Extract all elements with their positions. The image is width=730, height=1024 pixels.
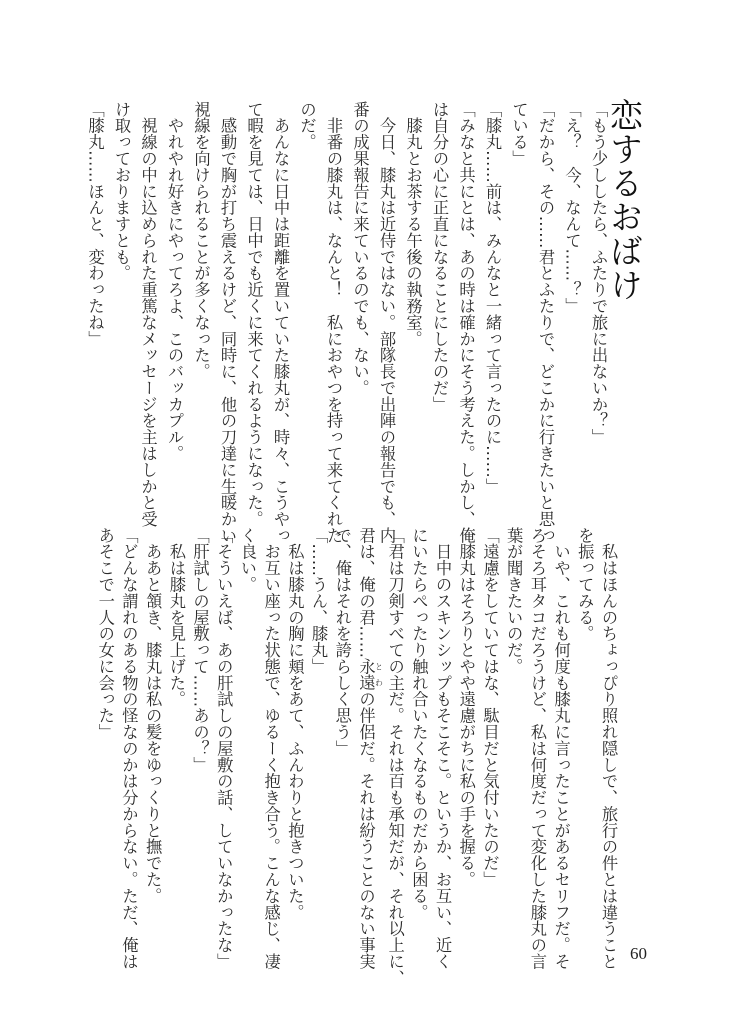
text-line: 「……うん、膝丸」 xyxy=(309,527,329,675)
text-line: で、俺はそれを誇らしく思う」 xyxy=(332,527,352,757)
text-line: 「肝試しの屋敷って……あの？」 xyxy=(190,527,210,773)
text-line: 「みなと共にとは、あの時は確かにそう考えた。しかし、俺 xyxy=(456,101,476,544)
text-line: あそこで一人の女に会った」 xyxy=(95,527,115,741)
text-line: いや、これも何度も膝丸に言ったことがあるセリフだ。そ xyxy=(551,527,571,970)
text-line: 日中のスキンシップもそこそこ。というか、お互い、近く xyxy=(433,527,453,970)
text-line: て暇を見ては、日中でも近くに来てくれるようになった。 xyxy=(244,101,264,528)
text-line: 番の成果報告に来ているのでも、ない。 xyxy=(350,101,370,397)
page-number: 60 xyxy=(630,944,647,963)
text-line: 「遠慮をしていてはな、駄目だと気付いたのだ」 xyxy=(480,527,500,888)
text-line: 「どんな謂れのある物の怪なのかは分からない。ただ、俺は xyxy=(119,527,139,970)
text-line: にいたらぺったり触れ合いたくなるものだから困る。 xyxy=(409,527,429,921)
chapter-title: 恋するおばけ xyxy=(605,98,644,302)
text-line: 私は膝丸の胸に頬をあて、ふんわりと抱きついた。 xyxy=(285,527,305,921)
text-line: 非番の膝丸は、なんと！ 私におやつを持って来てくれた xyxy=(324,101,343,544)
text-line: は自分の心に正直になることにしたのだ」 xyxy=(430,101,449,413)
text-line: 「膝丸……ほんと、変わったね」 xyxy=(85,101,105,347)
text-line: 感動で胸が打ち震えるけど、同時に、他の刀達に生暖かい xyxy=(218,101,237,544)
text-line: のだ。 xyxy=(297,101,317,151)
text-line xyxy=(354,527,384,970)
text-line: ろそろ耳タコだろうけど、私は何度だって変化した膝丸の言 xyxy=(527,527,547,970)
text-line: 「膝丸……前は、みんなと一緒って言ったのに……」 xyxy=(483,101,502,495)
text-line: 膝丸はそろりとやや遠慮がちに私の手を握る。 xyxy=(456,527,476,888)
text-line: 「もう少ししたら、ふたりで旅に出ないか？」 xyxy=(589,101,608,446)
text-segment: の伴侶だ。それは紛うことのない事実 xyxy=(356,690,376,970)
text-line: 「君は刀剣すべての主だ。それは百も承知だが、それ以上に、 xyxy=(385,527,405,986)
text-line: 膝丸とお茶する午後の執務室。 xyxy=(403,101,423,347)
text-line: 「だから、その……君とふたりで、どこかに行きたいと思っ xyxy=(536,101,555,544)
text-line: ている」 xyxy=(509,101,529,167)
text-line: 私はほんのちょっぴり照れ隠しで、旅行の件とは違うこと xyxy=(599,527,618,970)
text-segment: 君は、俺の君…… xyxy=(356,527,376,659)
text-line: く良い。 xyxy=(237,527,257,593)
text-line: 葉が聞きたいのだ。 xyxy=(504,527,524,675)
ruby-text: とわ xyxy=(374,658,384,691)
ruby-annotation xyxy=(356,658,384,691)
top-text-block xyxy=(81,101,611,544)
text-line: 「そういえば、あの肝試しの屋敷の話、していなかったな」 xyxy=(214,527,234,970)
text-line: け取っておりますとも。 xyxy=(112,101,131,282)
text-line: を振ってみる。 xyxy=(575,527,595,642)
text-line: 視線を向けられることが多くなった。 xyxy=(191,101,211,380)
text-line: 私は膝丸を見上げた。 xyxy=(166,527,186,708)
text-line: やれやれ好きにやってろよ、このバッカプル。 xyxy=(165,101,184,462)
text-line: あんなに日中は距離を置いていた膝丸が、時々、こうやっ xyxy=(271,101,290,544)
bottom-text-block xyxy=(93,527,620,986)
text-line: 今日、膝丸は近侍ではない。部隊長で出陣の報告でも、内 xyxy=(377,101,396,544)
text-line: 視線の中に込められた重篤なメッセージを主はしかと受 xyxy=(138,101,158,528)
text-line: 「え？ 今、なんて……？」 xyxy=(562,101,582,315)
ruby-base: 永遠 xyxy=(356,658,376,691)
text-line: お互い座った状態で、ゆるーく抱き合う。こんな感じ、凄 xyxy=(261,527,281,970)
text-line: ああと頷き、膝丸は私の髪をゆっくりと撫でた。 xyxy=(143,527,163,904)
